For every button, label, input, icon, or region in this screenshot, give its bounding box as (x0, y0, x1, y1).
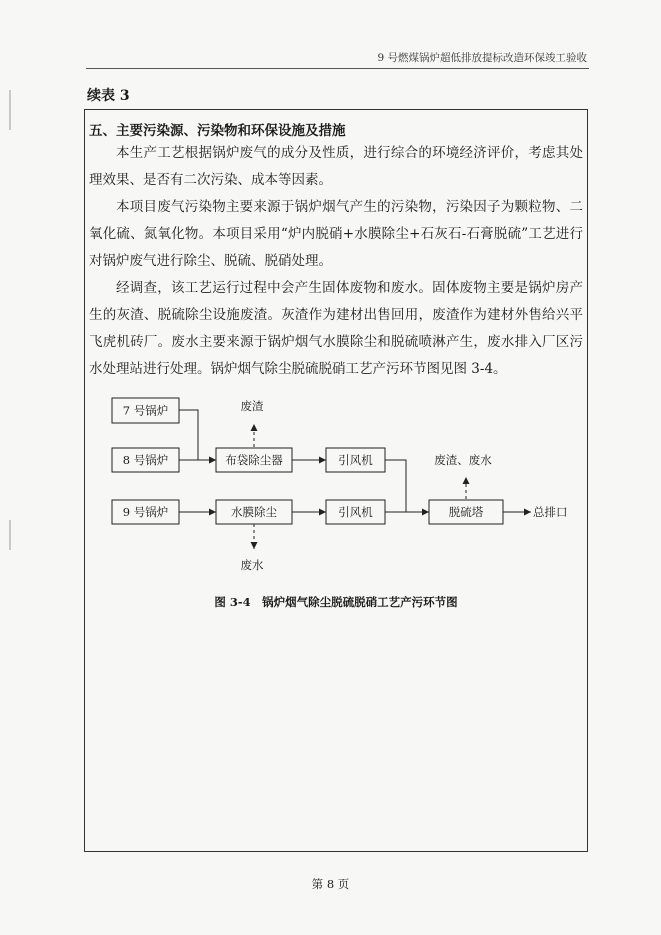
scan-edge-mark (9, 520, 11, 550)
fan-1-label: 引风机 (338, 453, 373, 467)
process-flow-diagram (85, 110, 589, 590)
header-title: 9 号燃煤锅炉超低排放提标改造环保竣工验收 (377, 52, 587, 64)
boiler-8-label: 8 号锅炉 (122, 453, 169, 467)
page-number: 第 8 页 (311, 877, 350, 891)
boiler-7-label: 7 号锅炉 (122, 403, 169, 418)
fan-2-label: 引风机 (338, 505, 373, 519)
figure-caption: 图 3-4 锅炉烟气除尘脱硫脱硝工艺产污环节图 (214, 595, 458, 609)
content-box (84, 109, 588, 852)
waste-slag-label: 废渣 (240, 399, 264, 413)
scan-edge-mark (9, 90, 11, 130)
desulfur-label: 脱硫塔 (448, 505, 484, 519)
boiler-9-label: 9 号锅炉 (122, 505, 169, 519)
paragraph: 本项目废气污染物主要来源于锅炉烟气产生的污染物，污染因子为颗粒物、二氧化硫、氮氧化物。本项目采用“炉内脱硝+水膜除尘+石灰石-石膏脱硫”工艺进行对锅炉废气进行除尘、脱硫、脱硝处理。 (89, 199, 583, 269)
paragraph: 经调查，该工艺运行过程中会产生固体废物和废水。固体废物主要是锅炉房产生的灰渣、脱硫除尘设施废渣。灰渣作为建材出售回用，废渣作为建材外售给兴平飞虎机砖厂。废水主要来源于锅炉烟气水膜除尘和脱硫喷淋产生，废水排入厂区污水处理站进行处理。锅炉烟气除尘脱硫脱硝工艺产污环节图见图 3-4。 (89, 280, 583, 377)
paragraph: 本生产工艺根据锅炉废气的成分及性质，进行综合的环境经济评价，考虑其处理效果、是否有二次污染、成本等因素。 (89, 145, 583, 188)
section-heading: 五、主要污染源、污染物和环保设施及措施 (89, 123, 346, 139)
slag-and-water-label: 废渣、废水 (434, 453, 492, 467)
outlet-label: 总排口 (533, 505, 568, 519)
waste-water-label: 废水 (240, 558, 264, 572)
water-film-label: 水膜除尘 (231, 505, 277, 519)
bag-filter-label: 布袋除尘器 (225, 453, 283, 467)
table-continue-label: 续表 3 (87, 88, 130, 104)
header-rule (86, 68, 589, 69)
